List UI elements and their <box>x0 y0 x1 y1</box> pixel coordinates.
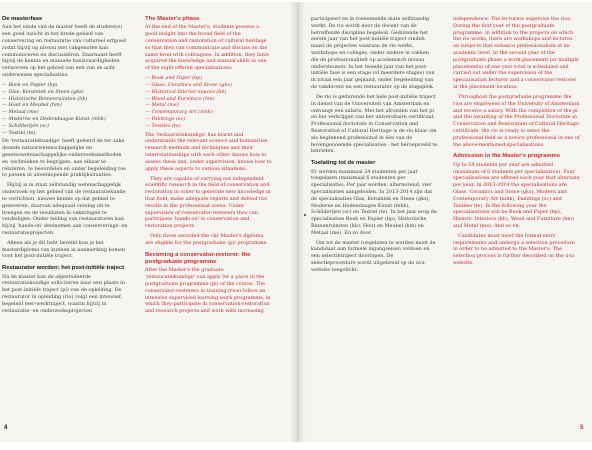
list-item: — Paintings (sc) <box>145 116 272 123</box>
right-page-column-dutch <box>311 16 438 421</box>
left-page-column-dutch <box>2 16 129 421</box>
paragraph: Throughout the postgraduate programme the rios are employees of the University of Amsterdam and receive a salary. With the completion of the pi and the awarding of the Professional Doctorate in Conservation and Restoration of Cultural Heritage certificate, the rio is ready to enter the professional field as a novice professional in one of the above-mentioned specialisations. <box>453 93 580 148</box>
list-item: — Metal (me) <box>145 102 272 109</box>
paragraph: They are capable of carrying out independent scientific research in the field of conservation and restoration in order to generate new knowledge in that field, make adequate reports and defend the results in the professional arena. Under supervision of conservator-restorers they can participate 'hands-on' in conservation and restoration projects. <box>145 175 271 230</box>
list-item: — Glas, Keramiek en Steen (gks) <box>2 89 129 96</box>
paragraph: participeert en in toenemende mate zelfstandig werkt. De rio wordt door de docent van de betreffende discipline begeleid. Gedurende het eerste jaar van het post-initiële traject vinden, naast de projecten waaraan de rio werkt, workshops en colleges, onder andere in vakken die de professionaliteit op academisch niveau ondersteunen. In het tweede jaar van het post-initiële fase is een stage (of meerdere stages) van in totaal een jaar gepland, onder begeleiding van de vakdocent en een restaurator op de stageplek. <box>311 16 435 90</box>
list-item: — Moderne en Hedendaagse Kunst (mhk) <box>2 116 129 123</box>
heading-becoming-conservator: Becoming a conservator-restorer: the postgraduate programme <box>145 251 251 266</box>
list-item: — Hout en Meubel (hm) <box>2 102 129 109</box>
paragraph: Hij/zij is in staat zelfstandig wetenschappelijk onderzoek op het gebied van de restauratiekunde te verrichten, nieuwe kennis op dat gebied te genereren, daarvan adequaat verslag uit te brengen en de resultaten in vakkringen te verdedigen. Onder leiding van restauratoren kan hij/zij 'hands-on' deelnemen aan conserverings- en restauratieprojecten. <box>2 182 128 236</box>
specialisation-list-en <box>145 75 272 129</box>
paragraph: Candidates must meet the formal entry requirements and undergo a selection procedure in order to be admitted to the Master's. The selection process is further described on the uva website. <box>453 232 575 267</box>
list-item: — Textiel (te) <box>2 130 129 137</box>
page-number-right: 5 <box>580 425 584 431</box>
list-item: — Historical Interior spaces (hb) <box>145 89 272 96</box>
heading-masters-phase: The Master's phase <box>145 16 200 22</box>
book-gutter <box>290 2 306 442</box>
heading-masterfase: De masterfase <box>2 16 43 22</box>
paragraph: Aan het einde van de master heeft de student(e) een goed inzicht in het brede gebied van conservering en restauratie van cultureel erfgoed zodat hij/zij op niveau met vakgenoten kan communiceren en discussiëren. Daarnaast heeft hij/zij de kennis en manuele basisvaardigheden verworven op het gebied van een van de acht onderwezen specialisaties: <box>2 24 126 78</box>
paragraph: After the Master's the graduate 'restauratiekundige' can apply for a place in the postgraduate programme (pi) of the course. The conservator-restorers in training (rios) follow an intensive supervised learning-work programme, in which they participate in conservation-restoration and research projects and work with increasing <box>145 267 271 315</box>
paragraph: The 'restauratiekundige' has learnt and understands the relevant science and humanities research methods and techniques and their interrelationships with each other, knows how to assess these and, under supervision, knows how to apply these aspects to various situations. <box>145 131 272 172</box>
list-item: — Historische Binnenruimten (hb) <box>2 96 129 103</box>
left-page-column-english <box>145 16 272 421</box>
page-number-left: 4 <box>4 425 8 431</box>
paragraph: Er worden maximaal 24 studenten per jaar toegelaten (maximaal 6 studenten per specialisatie). Per jaar worden, alternerend, vier specialisaties aangeboden. In 2013-2014 zijn dat de specialisaties Glas, Keramiek en Steen (gks), Moderne en Hedendaagse Kunst (mhk), Schilderijen (sc) en Textiel (te). In het jaar erop de specialisaties Boek en Papier (bp), Historische Binnenruimten (hb), Hout en Meubel (hm) en Metaal (me). En zo door. <box>311 168 437 236</box>
heading-restaurator-worden: Restaurator worden: het post-initiële traject <box>2 265 125 272</box>
paragraph: Alleen als je dit hebt bereikt kun je het masterdiploma van kunnen in aanmerking komen voor het post-initiële traject. <box>2 239 126 260</box>
heading-toelating: Toelating tot de master <box>311 160 376 167</box>
paragraph: Om tot de master toegelaten te worden moet de kandidaat aan formele ingangseisen voldoen en een selectietraject doorlopen. De selectieprocedure wordt uitgebreid op de uva website toegelicht. <box>311 239 436 273</box>
paragraph: Only those awarded the ckr Master's diploma are eligible for the postgraduate (pi) programme. <box>145 233 268 246</box>
list-item: — Glass, Ceramics and Stone (gks) <box>145 82 272 89</box>
paragraph: At the end of the Master's, students possess a good insight into the broad field of the conservation and restoration of cultural heritage so that they can communicate and discuss on the same level with colleagues. In addition, they have acquired the knowledge and manual skills in one of the eight offered specialisations: <box>145 24 269 72</box>
list-item: — Wood and Furniture (hm) <box>145 96 272 103</box>
paragraph: De 'restauratiekundige' heeft geleerd de ter zake doende natuurwetenschappelijke en geesteswetenschappelijke onderzoeksmethoden en -technieken te begrijpen, aan elkaar te relateren, te beoordelen en onder begeleiding toe te passen in uiteenlopende praktijksituaties. <box>2 138 126 179</box>
ornament-dot <box>304 214 306 216</box>
book-spread <box>0 2 592 442</box>
paragraph: Up to 24 students per year are admitted (maximum of 6 students per specialisation). Four specialisations are offered each year that alternate per year. In 2013-2014 the specialisations are Glass, Ceramics and Stone (gks), Modern and Contemporary Art (mhk), Paintings (sc) and Textiles (te). In the following year the specialisations will be Book and Paper (bp), Historic Interiors (hb), Wood and Furniture (hm) and Metal (me). And so on. <box>453 161 580 229</box>
list-item: — Contemporary Art (mhk) <box>145 109 272 116</box>
paragraph: De rio is gedurende het hele post-initiële traject in dienst van de Universiteit van Amsterdam en ontvangt een salaris. Met het afronden van het pi en het verkrijgen van het universitaire certificaat Professional doctorate in Conservation and Restoration of Cultural Heritage is de rio klaar om als beginnend professional in één van de bovengenoemde specialisaties - het beroepsveld te betreden. <box>311 93 438 155</box>
paragraph: Na de master kan de afgestudeerde restauratiekundige solliciteren naar een plaats in het post-initiële traject (pi) van de opleiding. De restaurator in opleiding (rio) volgt een intensief, begeleid leer-werktraject, waarin hij/zij in restauratie- en onderzoeksprojecten <box>2 273 125 314</box>
heading-admission: Admission to the Master's programme <box>453 153 561 160</box>
list-item: — Textiles (te) <box>145 123 272 130</box>
specialisation-list-nl <box>2 82 129 136</box>
list-item: — Boek en Papier (bp) <box>2 82 129 89</box>
paragraph: independence. The lecturers supervise the rios. During the first year of the postgraduate programme, in addition to the projects on which the rio works, there are workshops and lectures on subjects that enhance professionalism at an academic level. In the second year of the postgraduate phase a work placement (or multiple placements) of one year total is scheduled and carried out under the supervision of the specialisation lecturer and a conservator-restorer at the placement location. <box>453 16 579 90</box>
list-item: — Metaal (me) <box>2 109 129 116</box>
right-page-column-english <box>453 16 580 421</box>
list-item: — Book and Paper (bp) <box>145 75 272 82</box>
list-item: — Schilderijen (sc) <box>2 123 129 130</box>
